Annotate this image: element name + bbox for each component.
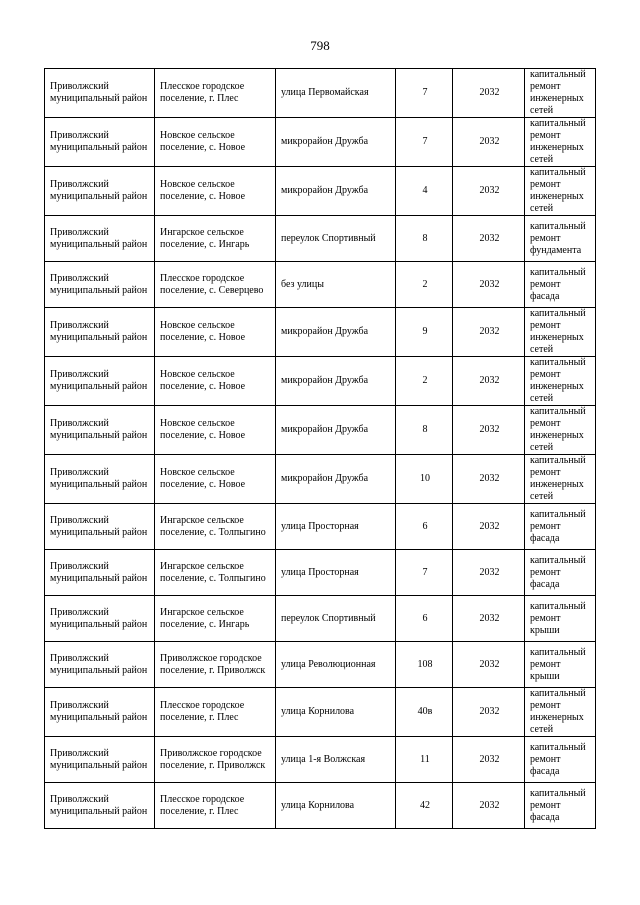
house-number-cell: 2 — [396, 262, 453, 308]
house-number-cell: 11 — [396, 737, 453, 783]
work-type-cell: капитальный ремонт инженерных сетей — [525, 69, 596, 118]
work-type-cell: капитальный ремонт фасада — [525, 262, 596, 308]
street-cell: без улицы — [276, 262, 396, 308]
table-body — [45, 69, 596, 829]
district-cell: Приволжский муниципальный район — [45, 504, 155, 550]
settlement-cell: Приволжское городское поселение, г. Приволжск — [155, 737, 276, 783]
street-cell: улица Первомайская — [276, 69, 396, 118]
table-row — [45, 504, 596, 550]
street-cell: микрорайон Дружба — [276, 406, 396, 455]
house-number-cell: 6 — [396, 504, 453, 550]
district-cell: Приволжский муниципальный район — [45, 357, 155, 406]
year-cell: 2032 — [453, 455, 525, 504]
settlement-cell: Новское сельское поселение, с. Новое — [155, 308, 276, 357]
street-cell: микрорайон Дружба — [276, 118, 396, 167]
work-type-cell: капитальный ремонт инженерных сетей — [525, 688, 596, 737]
district-cell: Приволжский муниципальный район — [45, 455, 155, 504]
street-cell: улица Революционная — [276, 642, 396, 688]
work-type-cell: капитальный ремонт инженерных сетей — [525, 308, 596, 357]
house-number-cell: 4 — [396, 167, 453, 216]
house-number-cell: 7 — [396, 69, 453, 118]
house-number-cell: 7 — [396, 550, 453, 596]
table-row — [45, 783, 596, 829]
year-cell: 2032 — [453, 642, 525, 688]
house-number-cell: 8 — [396, 406, 453, 455]
settlement-cell: Ингарское сельское поселение, с. Толпыгино — [155, 504, 276, 550]
work-type-cell: капитальный ремонт фасада — [525, 737, 596, 783]
house-number-cell: 6 — [396, 596, 453, 642]
street-cell: улица Просторная — [276, 550, 396, 596]
work-type-cell: капитальный ремонт инженерных сетей — [525, 118, 596, 167]
year-cell: 2032 — [453, 216, 525, 262]
housing-repair-table — [44, 68, 596, 829]
page-number: 798 — [310, 38, 330, 53]
settlement-cell: Ингарское сельское поселение, с. Ингарь — [155, 596, 276, 642]
district-cell: Приволжский муниципальный район — [45, 737, 155, 783]
house-number-cell: 7 — [396, 118, 453, 167]
settlement-cell: Новское сельское поселение, с. Новое — [155, 406, 276, 455]
table-row — [45, 262, 596, 308]
table-row — [45, 357, 596, 406]
work-type-cell: капитальный ремонт крыши — [525, 642, 596, 688]
year-cell: 2032 — [453, 69, 525, 118]
district-cell: Приволжский муниципальный район — [45, 308, 155, 357]
house-number-cell: 42 — [396, 783, 453, 829]
table-row — [45, 406, 596, 455]
table-row — [45, 737, 596, 783]
table-row — [45, 69, 596, 118]
table-row — [45, 596, 596, 642]
district-cell: Приволжский муниципальный район — [45, 550, 155, 596]
settlement-cell: Новское сельское поселение, с. Новое — [155, 357, 276, 406]
table-row — [45, 642, 596, 688]
table-row — [45, 308, 596, 357]
district-cell: Приволжский муниципальный район — [45, 642, 155, 688]
house-number-cell: 10 — [396, 455, 453, 504]
settlement-cell: Плесское городское поселение, с. Северцево — [155, 262, 276, 308]
work-type-cell: капитальный ремонт инженерных сетей — [525, 357, 596, 406]
district-cell: Приволжский муниципальный район — [45, 167, 155, 216]
work-type-cell: капитальный ремонт инженерных сетей — [525, 406, 596, 455]
house-number-cell: 40в — [396, 688, 453, 737]
work-type-cell: капитальный ремонт фасада — [525, 783, 596, 829]
street-cell: микрорайон Дружба — [276, 167, 396, 216]
year-cell: 2032 — [453, 118, 525, 167]
work-type-cell: капитальный ремонт фасада — [525, 550, 596, 596]
table-row — [45, 455, 596, 504]
district-cell: Приволжский муниципальный район — [45, 783, 155, 829]
district-cell: Приволжский муниципальный район — [45, 69, 155, 118]
year-cell: 2032 — [453, 308, 525, 357]
work-type-cell: капитальный ремонт крыши — [525, 596, 596, 642]
district-cell: Приволжский муниципальный район — [45, 216, 155, 262]
house-number-cell: 9 — [396, 308, 453, 357]
year-cell: 2032 — [453, 406, 525, 455]
work-type-cell: капитальный ремонт фундамента — [525, 216, 596, 262]
street-cell: улица Просторная — [276, 504, 396, 550]
district-cell: Приволжский муниципальный район — [45, 688, 155, 737]
settlement-cell: Плесское городское поселение, г. Плес — [155, 783, 276, 829]
district-cell: Приволжский муниципальный район — [45, 596, 155, 642]
street-cell: улица 1-я Волжская — [276, 737, 396, 783]
house-number-cell: 8 — [396, 216, 453, 262]
settlement-cell: Новское сельское поселение, с. Новое — [155, 455, 276, 504]
district-cell: Приволжский муниципальный район — [45, 118, 155, 167]
year-cell: 2032 — [453, 262, 525, 308]
street-cell: переулок Спортивный — [276, 596, 396, 642]
work-type-cell: капитальный ремонт фасада — [525, 504, 596, 550]
settlement-cell: Плесское городское поселение, г. Плес — [155, 688, 276, 737]
settlement-cell: Ингарское сельское поселение, с. Ингарь — [155, 216, 276, 262]
settlement-cell: Новское сельское поселение, с. Новое — [155, 167, 276, 216]
year-cell: 2032 — [453, 688, 525, 737]
year-cell: 2032 — [453, 550, 525, 596]
district-cell: Приволжский муниципальный район — [45, 262, 155, 308]
table-row — [45, 688, 596, 737]
table-row — [45, 216, 596, 262]
settlement-cell: Новское сельское поселение, с. Новое — [155, 118, 276, 167]
street-cell: микрорайон Дружба — [276, 357, 396, 406]
district-cell: Приволжский муниципальный район — [45, 406, 155, 455]
house-number-cell: 2 — [396, 357, 453, 406]
table-row — [45, 167, 596, 216]
settlement-cell: Приволжское городское поселение, г. Приволжск — [155, 642, 276, 688]
street-cell: переулок Спортивный — [276, 216, 396, 262]
street-cell: микрорайон Дружба — [276, 455, 396, 504]
work-type-cell: капитальный ремонт инженерных сетей — [525, 167, 596, 216]
year-cell: 2032 — [453, 357, 525, 406]
table-row — [45, 550, 596, 596]
street-cell: улица Корнилова — [276, 783, 396, 829]
settlement-cell: Плесское городское поселение, г. Плес — [155, 69, 276, 118]
street-cell: микрорайон Дружба — [276, 308, 396, 357]
street-cell: улица Корнилова — [276, 688, 396, 737]
house-number-cell: 108 — [396, 642, 453, 688]
table-row — [45, 118, 596, 167]
year-cell: 2032 — [453, 596, 525, 642]
year-cell: 2032 — [453, 737, 525, 783]
year-cell: 2032 — [453, 504, 525, 550]
settlement-cell: Ингарское сельское поселение, с. Толпыгино — [155, 550, 276, 596]
work-type-cell: капитальный ремонт инженерных сетей — [525, 455, 596, 504]
year-cell: 2032 — [453, 783, 525, 829]
year-cell: 2032 — [453, 167, 525, 216]
